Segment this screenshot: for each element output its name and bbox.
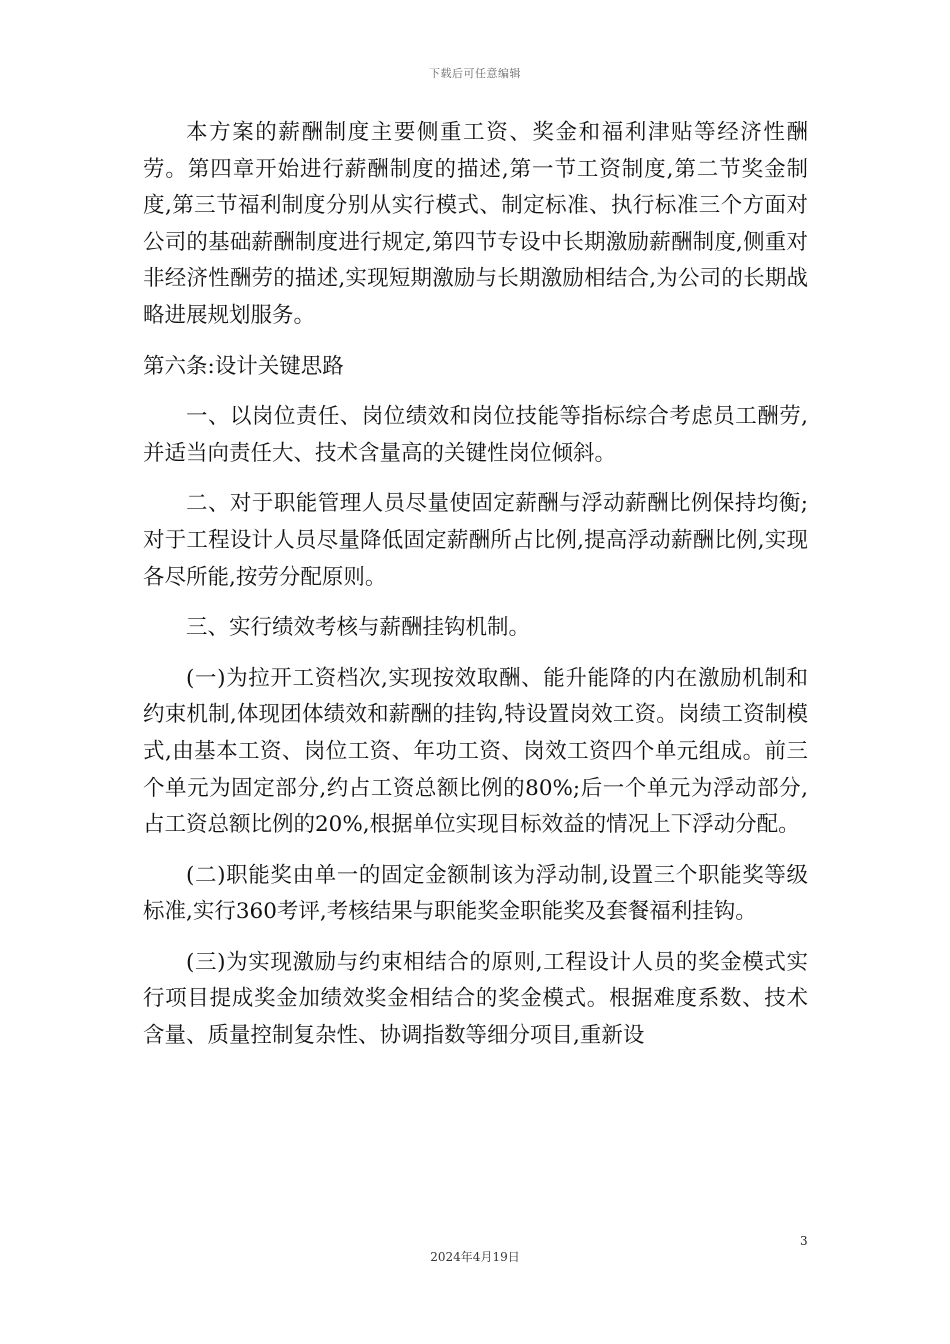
- footer-date: 2024年4月19日: [430, 1250, 520, 1264]
- paragraph-subpoint-2: (二)职能奖由单一的固定金额制该为浮动制,设置三个职能奖等级标准,实行360考评,考核结果与职能奖金职能奖及套餐福利挂钩。: [143, 862, 808, 925]
- paragraph-subpoint-1: (一)为拉开工资档次,实现按效取酬、能升能降的内在激励机制和约束机制,体现团体绩效和薪酬的挂钩,特设置岗效工资。岗绩工资制模式,由基本工资、岗位工资、年功工资、岗效工资四个单元组成。前三个单元为固定部分,约占工资总额比例的80%;后一个单元为浮动部分,占工资总额比例的20%,根据单位实现目标效益的情况上下浮动分配。: [143, 665, 808, 838]
- paragraph-point-1: 一、以岗位责任、岗位绩效和岗位技能等指标综合考虑员工酬劳,并适当向责任大、技术含量高的关键性岗位倾斜。: [143, 404, 808, 466]
- article-heading: 第六条:设计关键思路: [143, 353, 344, 379]
- page-header: 下载后可任意编辑: [429, 67, 521, 80]
- paragraph-point-2: 二、对于职能管理人员尽量使固定薪酬与浮动薪酬比例保持均衡;对于工程设计人员尽量降低固定薪酬所占比例,提高浮动薪酬比例,实现各尽所能,按劳分配原则。: [143, 491, 808, 590]
- document-body: [143, 115, 808, 1069]
- paragraph-point-3: 三、实行绩效考核与薪酬挂钩机制。: [186, 615, 531, 641]
- page-number: 3: [800, 1234, 808, 1248]
- paragraph-intro: 本方案的薪酬制度主要侧重工资、奖金和福利津贴等经济性酬劳。第四章开始进行薪酬制度的描述,第一节工资制度,第二节奖金制度,第三节福利制度分别从实行模式、制定标准、执行标准三个方面对公司的基础薪酬制度进行规定,第四节专设中长期激励薪酬制度,侧重对非经济性酬劳的描述,实现短期激励与长期激励相结合,为公司的长期战略进展规划服务。: [143, 120, 808, 328]
- paragraph-subpoint-3: (三)为实现激励与约束相结合的原则,工程设计人员的奖金模式实行项目提成奖金加绩效奖金相结合的奖金模式。根据难度系数、技术含量、质量控制复杂性、协调指数等细分项目,重新设: [143, 949, 808, 1049]
